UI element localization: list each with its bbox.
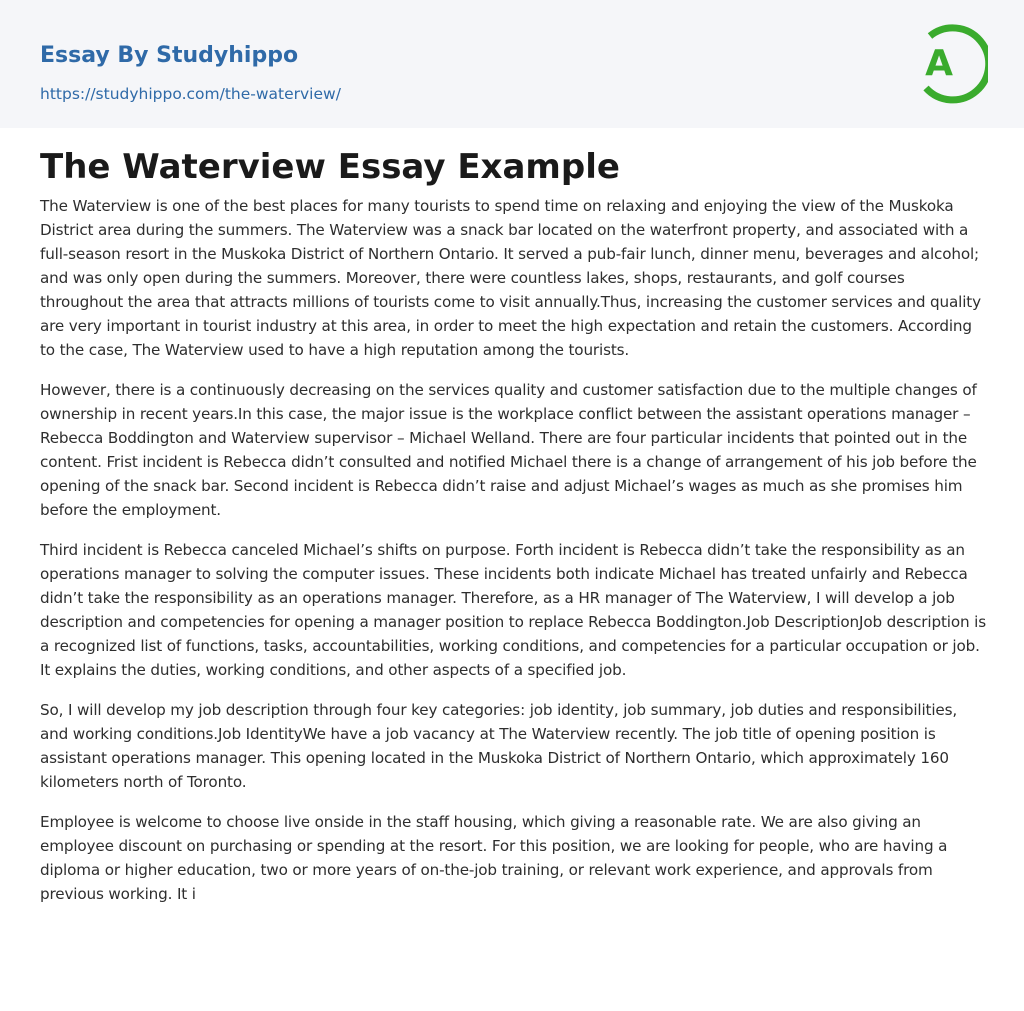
brand-link[interactable]: Essay By Studyhippo: [40, 43, 299, 68]
source-url-link[interactable]: https://studyhippo.com/the-waterview/: [40, 85, 341, 103]
paragraph: However, there is a continuously decreasing on the services quality and customer satisfaction due to the multiple changes of ownership in recent years.In this case, the major issue is the workplace conflict between the assistant operations manager – Rebecca Boddington and Waterview supervisor – Michael Welland. There are four particular incidents that pointed out in the content. Frist incident is Rebecca didn’t consulted and notified Michael there is a change of arrangement of his job before the opening of the snack bar. Second incident is Rebecca didn’t raise and adjust Michael’s wages as much as she promises him before the employment.: [40, 381, 977, 519]
page-title: The Waterview Essay Example: [40, 147, 620, 187]
logo-letter: A: [925, 43, 953, 84]
essay-body: [40, 194, 986, 922]
paragraph: Third incident is Rebecca canceled Michael’s shifts on purpose. Forth incident is Rebecca didn’t take the responsibility as an operations manager to solving the computer issues. These incidents both indicate Michael has treated unfairly and Rebecca didn’t take the responsibility as an operations manager. Therefore, as a HR manager of The Waterview, I will develop a job description and competencies for opening a manager position to replace Rebecca Boddington.Job DescriptionJob description is a recognized list of functions, tasks, accountabilities, working conditions, and competencies for a particular occupation or job. It explains the duties, working conditions, and other aspects of a specified job.: [40, 541, 986, 679]
paragraph: Employee is welcome to choose live onside in the staff housing, which giving a reasonable rate. We are also giving an employee discount on purchasing or spending at the resort. For this position, we are looking for people, who are having a diploma or higher education, two or more years of on-the-job training, or relevant work experience, and approvals from previous working. It i: [40, 813, 948, 903]
site-header: [0, 0, 1024, 128]
paragraph: So, I will develop my job description through four key categories: job identity, job summary, job duties and responsibilities, and working conditions.Job IdentityWe have a job vacancy at The Waterview recently. The job title of opening position is assistant operations manager. This opening located in the Muskoka District of Northern Ontario, which approximately 160 kilometers north of Toronto.: [40, 701, 958, 791]
paragraph: The Waterview is one of the best places for many tourists to spend time on relaxing and enjoying the view of the Muskoka District area during the summers. The Waterview was a snack bar located on the waterfront property, and associated with a full-season resort in the Muskoka District of Northern Ontario. It served a pub-fair lunch, dinner menu, beverages and alcohol; and was only open during the summers. Moreover, there were countless lakes, shops, restaurants, and golf courses throughout the area that attracts millions of tourists come to visit annually.Thus, increasing the customer services and quality are very important in tourist industry at this area, in order to meet the high expectation and retain the customers. According to the case, The Waterview used to have a high reputation among the tourists.: [40, 197, 981, 359]
studyhippo-logo-icon[interactable]: [912, 18, 988, 106]
